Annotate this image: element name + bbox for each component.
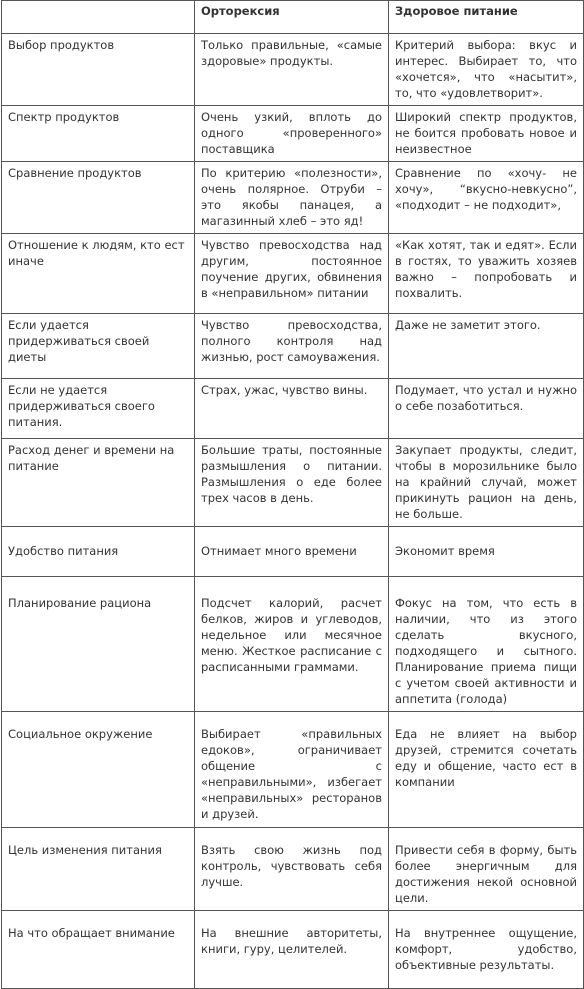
orthorexia-cell: Подсчет калорий, расчет белков, жиров и углеводов, недельное или месячное меню. Жесткое расписание с расписанными граммами. <box>195 577 389 712</box>
table-row <box>2 577 584 712</box>
table-row <box>2 828 584 911</box>
healthy-cell: Фокус на том, что есть в наличии, что из этого сделать вкусного, подходящего и сытного. Планирование приема пищи с учетом своей активности и аппетита (голода) <box>389 577 584 712</box>
header-healthy-eating: Здоровое питание <box>389 1 584 34</box>
orthorexia-cell: Взять свою жизнь под контроль, чувствовать себя лучше. <box>195 828 389 911</box>
orthorexia-cell: Только правильные, «самые здоровые» продукты. <box>195 34 389 106</box>
row-label: Отношение к людям, кто ест иначе <box>2 234 195 314</box>
header-row <box>2 1 584 34</box>
row-label: Планирование рациона <box>2 577 195 712</box>
row-label: Социальное окружение <box>2 712 195 828</box>
healthy-cell: Еда не влияет на выбор друзей, стремится сочетать еду и общение, часто ест в компании <box>389 712 584 828</box>
table-body <box>2 34 584 989</box>
row-label: Цель изменения питания <box>2 828 195 911</box>
orthorexia-cell: Большие траты, постоянные размышления о питании. Размышления о еде более трех часов в день. <box>195 439 389 527</box>
table-row <box>2 234 584 314</box>
row-label: Расход денег и времени на питание <box>2 439 195 527</box>
row-label: Спектр продуктов <box>2 106 195 162</box>
row-label: Выбор продуктов <box>2 34 195 106</box>
healthy-cell: Сравнение по «хочу- не хочу», “вкусно-невкусно”, «подходит – не подходит», <box>389 162 584 234</box>
orthorexia-cell: Отнимает много времени <box>195 527 389 577</box>
healthy-cell: Закупает продукты, следит, чтобы в морозильнике было на крайний случай, может прикинуть рацион на день, не больше. <box>389 439 584 527</box>
healthy-cell: Подумает, что устал и нужно о себе позаботиться. <box>389 379 584 439</box>
table-row <box>2 439 584 527</box>
table-row <box>2 162 584 234</box>
healthy-cell: Критерий выбора: вкус и интерес. Выбирает то, что «хочется», что «насытит», то, что «удовлетворит». <box>389 34 584 106</box>
header-orthorexia: Орторексия <box>195 1 389 34</box>
table-row <box>2 379 584 439</box>
healthy-cell: На внутреннее ощущение, комфорт, удобство, объективные результаты. <box>389 911 584 989</box>
row-label: Сравнение продуктов <box>2 162 195 234</box>
orthorexia-cell: Чувство превосходства, полного контроля над жизнью, рост самоуважения. <box>195 314 389 379</box>
healthy-cell: Экономит время <box>389 527 584 577</box>
comparison-table <box>1 0 584 989</box>
orthorexia-cell: Страх, ужас, чувство вины. <box>195 379 389 439</box>
table-row <box>2 911 584 989</box>
healthy-cell: Привести себя в форму, быть более энергичным для достижения некой основной цели. <box>389 828 584 911</box>
orthorexia-cell: Чувство превосходства над другим, постоянное поучение других, обвинения в «неправильном» питании <box>195 234 389 314</box>
table-row <box>2 314 584 379</box>
healthy-cell: Широкий спектр продуктов, не боится пробовать новое и неизвестное <box>389 106 584 162</box>
orthorexia-cell: Выбирает «правильных едоков», ограничивает общение с «неправильными», избегает «неправильных» ресторанов и друзей. <box>195 712 389 828</box>
table-header <box>2 1 584 34</box>
orthorexia-cell: По критерию «полезности», очень полярное. Отруби – это якобы панацея, а магазинный хлеб – это яд! <box>195 162 389 234</box>
row-label: Если удается придерживаться своей диеты <box>2 314 195 379</box>
healthy-cell: «Как хотят, так и едят». Если в гостях, то уважить хозяев важно – попробовать и похвалить. <box>389 234 584 314</box>
row-label: На что обращает внимание <box>2 911 195 989</box>
orthorexia-cell: Очень узкий, вплоть до одного «проверенного» поставщика <box>195 106 389 162</box>
table-row <box>2 106 584 162</box>
table-row <box>2 527 584 577</box>
table-row <box>2 712 584 828</box>
row-label: Удобство питания <box>2 527 195 577</box>
row-label: Если не удается придерживаться своего питания. <box>2 379 195 439</box>
table-row <box>2 34 584 106</box>
header-empty <box>2 1 195 34</box>
healthy-cell: Даже не заметит этого. <box>389 314 584 379</box>
orthorexia-cell: На внешние авторитеты, книги, гуру, целителей. <box>195 911 389 989</box>
